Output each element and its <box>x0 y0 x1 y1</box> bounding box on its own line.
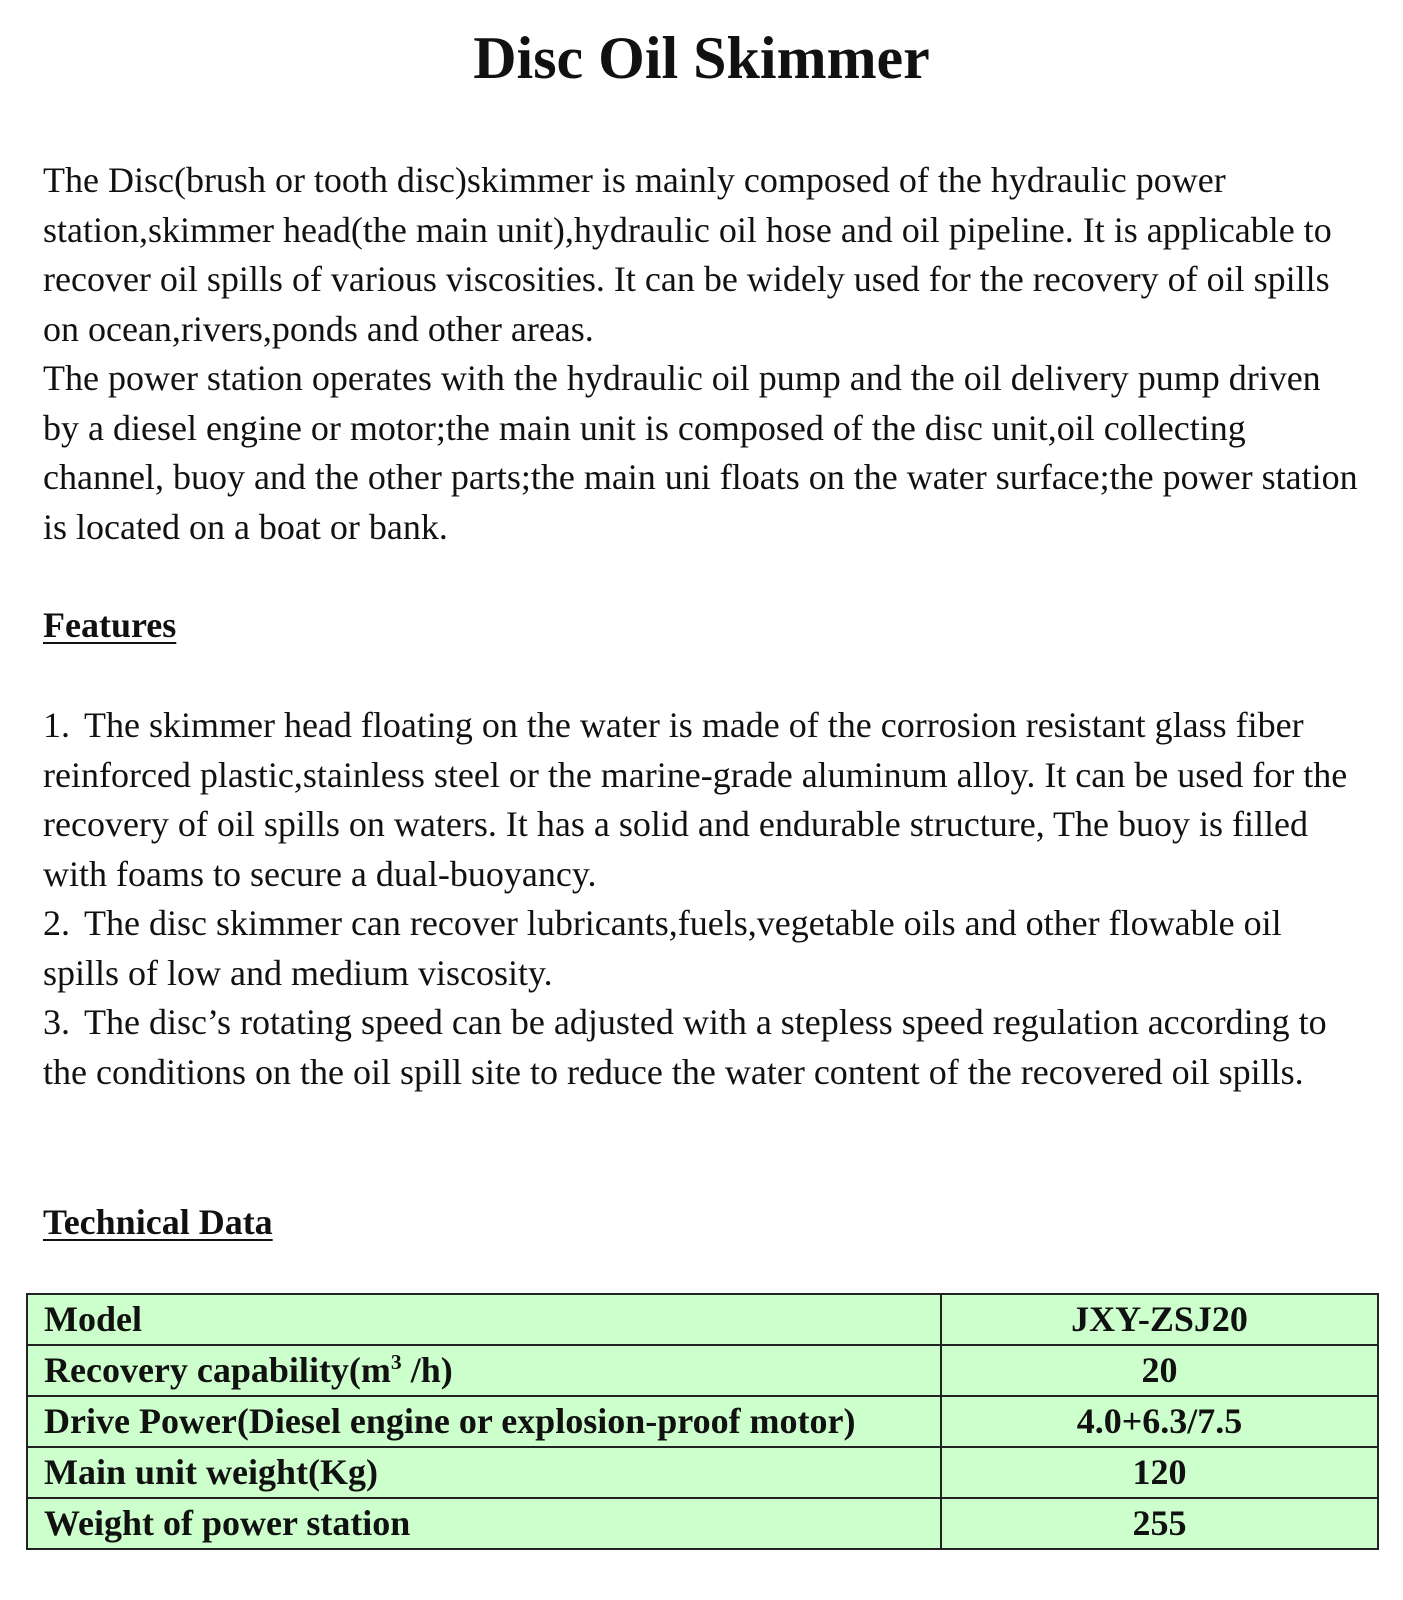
intro-paragraph-1: The Disc(brush or tooth disc)skimmer is mainly composed of the hydraulic power station,skimmer head(the main unit),hydraulic oil hose and oil pipeline. It is applicable to recover oil spills of various viscosities. It can be widely used for the recovery of oil spills on ocean,rivers,ponds and other areas. <box>43 160 1332 349</box>
feature-number: 2. <box>43 903 70 943</box>
superscript-3: 3 <box>390 1350 402 1375</box>
feature-text: The skimmer head floating on the water is made of the corrosion resistant glass fiber reinforced plastic,stainless steel or the marine-grade aluminum alloy. It can be used for the recovery of oil spills on waters. It has a solid and endurable structure, The buoy is filled with foams to secure a dual-buoyancy. <box>43 705 1348 894</box>
param-label-drive-power: Drive Power(Diesel engine or explosion-proof motor) <box>27 1396 941 1447</box>
technical-data-table <box>26 1293 1379 1550</box>
feature-number: 3. <box>43 1002 70 1042</box>
param-value-model: JXY-ZSJ20 <box>941 1294 1378 1345</box>
table-row <box>27 1396 1378 1447</box>
param-value-main-unit-weight: 120 <box>941 1447 1378 1498</box>
technical-data-heading: Technical Data <box>43 1202 273 1242</box>
param-value-power-station-weight: 255 <box>941 1498 1378 1549</box>
features-list <box>43 701 1363 1097</box>
intro-section <box>43 156 1363 552</box>
param-label-model: Model <box>27 1294 941 1345</box>
label-text: Recovery capability(m <box>44 1350 391 1390</box>
param-label-main-unit-weight: Main unit weight(Kg) <box>27 1447 941 1498</box>
feature-text: The disc’s rotating speed can be adjusted with a stepless speed regulation according to the conditions on the oil spill site to reduce the water content of the recovered oil spills. <box>43 1002 1327 1092</box>
label-text-unit: /h) <box>401 1350 453 1390</box>
table-row <box>27 1294 1378 1345</box>
table-row <box>27 1447 1378 1498</box>
table-row <box>27 1498 1378 1549</box>
intro-paragraph-2: The power station operates with the hydraulic oil pump and the oil delivery pump driven by a diesel engine or motor;the main unit is composed of the disc unit,oil collecting channel, buoy and the other parts;the main uni floats on the water surface;the power station is located on a boat or bank. <box>43 358 1358 547</box>
table-row <box>27 1345 1378 1396</box>
param-label-recovery-capability <box>27 1345 941 1396</box>
feature-item-3 <box>43 998 1363 1097</box>
page-title: Disc Oil Skimmer <box>473 25 930 91</box>
param-value-drive-power: 4.0+6.3/7.5 <box>941 1396 1378 1447</box>
feature-text: The disc skimmer can recover lubricants,fuels,vegetable oils and other flowable oil spills of low and medium viscosity. <box>43 903 1282 993</box>
features-heading: Features <box>43 605 177 645</box>
feature-item-2 <box>43 899 1363 998</box>
feature-item-1 <box>43 701 1363 899</box>
param-label-power-station-weight: Weight of power station <box>27 1498 941 1549</box>
param-value-recovery-capability: 20 <box>941 1345 1378 1396</box>
feature-number: 1. <box>43 705 70 745</box>
